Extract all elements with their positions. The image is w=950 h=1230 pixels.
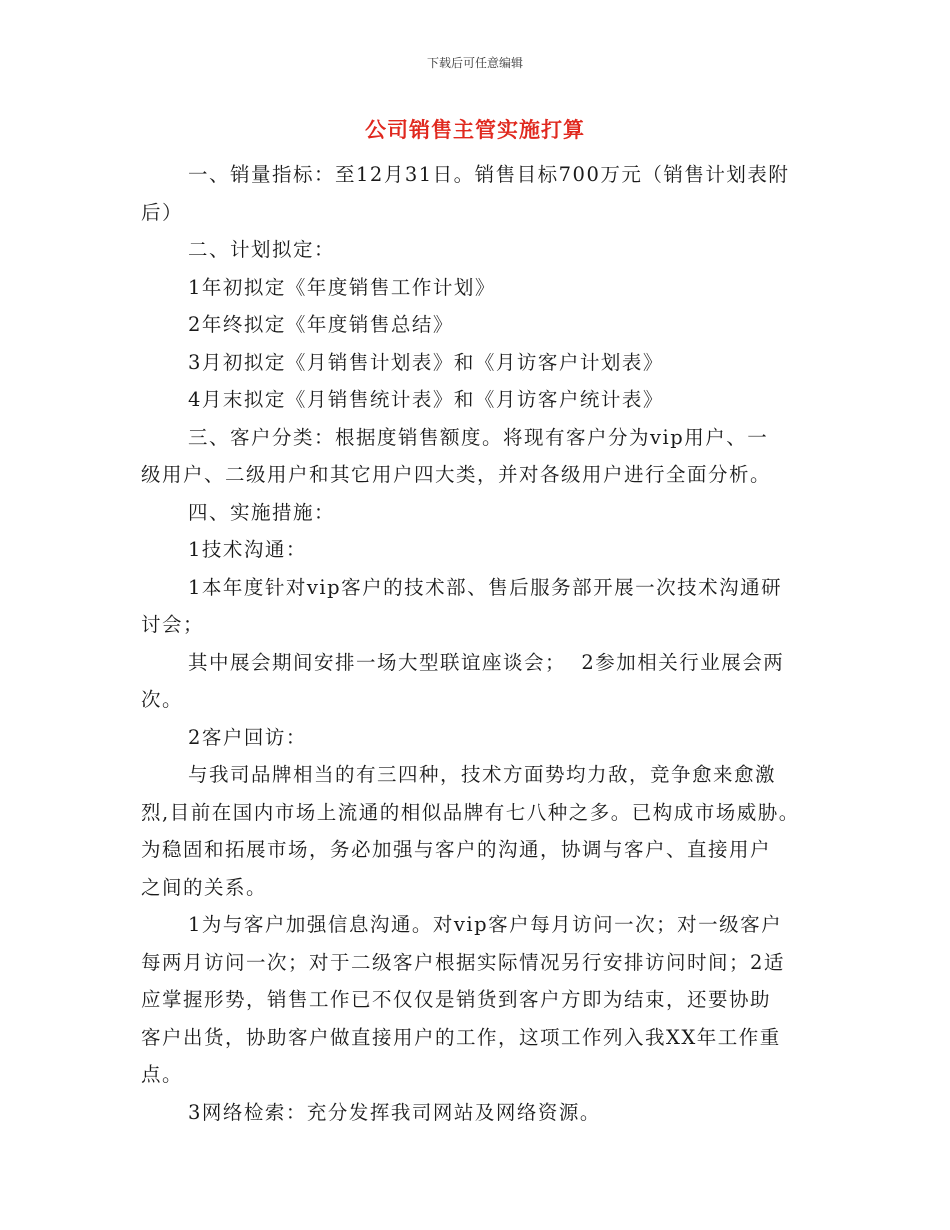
paragraph-line: 之间的关系。 — [141, 875, 268, 899]
paragraph-line: 客户出货，协助客户做直接用户的工作，这项工作列入我XX年工作重 — [141, 1025, 781, 1049]
paragraph-line: 讨会； — [141, 613, 205, 636]
paragraph-line: 其中展会期间安排一场大型联谊座谈会； 2参加相关行业展会两 — [188, 650, 785, 674]
paragraph-line: 后） — [141, 200, 184, 224]
paragraph-line: 2客户回访： — [188, 725, 307, 749]
paragraph-line: 每两月访问一次；对于二级客户根据实际情况另行安排访问时间；2适 — [141, 950, 785, 974]
page-header: 下载后可任意编辑 — [426, 56, 523, 70]
paragraph-line: 一、销量指标：至12月31日。销售目标700万元（销售计划表附 — [188, 163, 790, 186]
paragraph-line: 2年终拟定《年度销售总结》 — [188, 313, 454, 336]
paragraph-line: 1为与客户加强信息沟通。对vip客户每月访问一次；对一级客户 — [188, 913, 783, 936]
paragraph-line: 1年初拟定《年度销售工作计划》 — [188, 275, 496, 299]
paragraph-line: 烈,目前在国内市场上流通的相似品牌有七八种之多。已构成市场威胁。 — [141, 800, 800, 824]
paragraph-line: 二、计划拟定： — [188, 238, 336, 261]
document-body — [141, 156, 817, 1131]
paragraph-line: 应掌握形势，销售工作已不仅仅是销货到客户方即为结束，还要协助 — [141, 988, 772, 1011]
document-title: 公司销售主管实施打算 — [365, 117, 585, 142]
paragraph-line: 1技术沟通： — [188, 538, 307, 561]
paragraph-line: 点。 — [141, 1063, 184, 1086]
paragraph-line: 三、客户分类：根据度销售额度。将现有客户分为vip用户、一 — [188, 425, 769, 449]
paragraph-line: 四、实施措施： — [188, 500, 336, 524]
paragraph-line: 为稳固和拓展市场，务必加强与客户的沟通，协调与客户、直接用户 — [141, 838, 772, 861]
paragraph-line: 级用户、二级用户和其它用户四大类，并对各级用户进行全面分析。 — [141, 463, 772, 486]
paragraph-line: 与我司品牌相当的有三四种，技术方面势均力敌，竞争愈来愈激 — [188, 763, 777, 786]
paragraph-line: 3网络检索：充分发挥我司网站及网络资源。 — [188, 1100, 601, 1124]
paragraph-line: 1本年度针对vip客户的技术部、售后服务部开展一次技术沟通研 — [188, 575, 783, 599]
paragraph-line: 次。 — [141, 688, 184, 711]
paragraph-line: 4月末拟定《月销售统计表》和《月访客户统计表》 — [188, 388, 664, 411]
paragraph-line: 3月初拟定《月销售计划表》和《月访客户计划表》 — [188, 350, 664, 374]
